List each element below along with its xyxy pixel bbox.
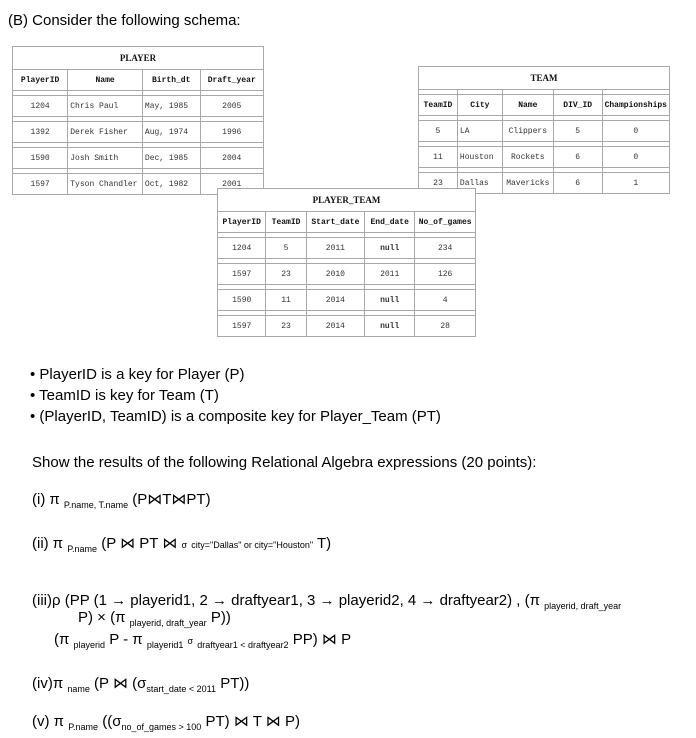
table-cell: LA (457, 121, 502, 142)
question-ii (32, 534, 331, 554)
projection-attrs: name (67, 684, 90, 694)
team-table (418, 66, 670, 194)
projection-attrs: P.name, T.name (63, 500, 129, 510)
table-cell: 2014 (306, 290, 364, 311)
table-cell: 11 (419, 147, 458, 168)
selection-condition: start_date < 2011 (146, 684, 217, 694)
selection-condition: no_of_games > 100 (121, 722, 202, 732)
projection-attrs: P.name (67, 544, 98, 554)
player-team-table (217, 188, 476, 337)
question-iii-line-2 (78, 609, 231, 628)
player-header-name: Name (68, 70, 143, 91)
table-row (218, 316, 476, 337)
table-cell: 5 (553, 121, 602, 142)
table-cell: 1392 (13, 122, 68, 143)
question-label: (v) (32, 713, 50, 730)
table-cell: 0 (602, 147, 669, 168)
table-cell: null (365, 316, 415, 337)
question-label: (iii) (32, 592, 52, 609)
table-cell: 4 (415, 290, 476, 311)
table-cell: 1590 (218, 290, 266, 311)
question-iii-line-3 (54, 630, 351, 650)
table-cell: 2011 (306, 238, 364, 259)
team-header-name: Name (502, 95, 553, 116)
team-header-div-id: DIV_ID (553, 95, 602, 116)
team-header-teamid: TeamID (419, 95, 458, 116)
table-cell: Clippers (502, 121, 553, 142)
projection-attrs: playerid, draft_year (544, 601, 622, 611)
table-cell: 2011 (365, 264, 415, 285)
player-team-header-teamid: TeamID (266, 212, 306, 233)
expression-tail: T) (317, 535, 332, 552)
table-cell: Dallas (457, 173, 502, 194)
player-team-header-playerid: PlayerID (218, 212, 266, 233)
table-cell: 5 (266, 238, 306, 259)
player-team-table-caption: PLAYER_TEAM (218, 189, 476, 212)
expression: (π (54, 631, 70, 648)
table-cell: Tyson Chandler (68, 174, 143, 195)
table-cell: Josh Smith (68, 148, 143, 169)
table-row (218, 290, 476, 311)
sigma-symbol: σ (187, 636, 194, 646)
table-cell: 11 (266, 290, 306, 311)
bullet-item: • (PlayerID, TeamID) is a composite key for Player_Team (PT) (30, 408, 441, 425)
team-table-caption: TEAM (419, 67, 670, 90)
player-team-header-end-date: End_date (365, 212, 415, 233)
expression: (P ⋈ (σ (94, 675, 147, 692)
table-cell: 1 (602, 173, 669, 194)
table-cell: Chris Paul (68, 96, 143, 117)
table-row (13, 96, 264, 117)
question-label: (iv) (32, 675, 53, 692)
table-cell: 1590 (13, 148, 68, 169)
table-cell: 1597 (13, 174, 68, 195)
table-cell: 0 (602, 121, 669, 142)
projection-attrs: playerid (73, 640, 106, 650)
table-cell: Houston (457, 147, 502, 168)
expression-tail: P)) (210, 609, 231, 626)
bullet-item: • PlayerID is a key for Player (P) (30, 366, 245, 383)
table-cell: 2014 (306, 316, 364, 337)
question-i (32, 490, 211, 510)
expression: (P⋈T⋈PT) (132, 491, 211, 508)
table-cell: 6 (553, 147, 602, 168)
projection-attrs: playerid, draft_year (129, 618, 207, 628)
table-cell: 2010 (306, 264, 364, 285)
table-cell: 234 (415, 238, 476, 259)
table-cell: 2005 (200, 96, 264, 117)
table-row (218, 238, 476, 259)
table-row (13, 122, 264, 143)
table-cell: Oct, 1982 (142, 174, 200, 195)
key-bullet-list (30, 364, 441, 427)
pi-symbol: π (52, 535, 64, 552)
table-row (218, 264, 476, 285)
player-team-header-no-of-games: No_of_games (415, 212, 476, 233)
question-label: (ii) (32, 535, 49, 552)
expression-tail: PT) ⋈ T ⋈ P) (205, 713, 300, 730)
table-cell: 23 (419, 173, 458, 194)
table-cell: 5 (419, 121, 458, 142)
expression: ρ (PP (1 → playerid1, 2 → draftyear1, 3 → playerid2, 4 → draftyear2) , (π (52, 592, 540, 609)
player-header-playerid: PlayerID (13, 70, 68, 91)
table-cell: Rockets (502, 147, 553, 168)
table-cell: May, 1985 (142, 96, 200, 117)
pi-symbol: π (52, 675, 64, 692)
expression-tail: PT)) (220, 675, 250, 692)
table-cell: Aug, 1974 (142, 122, 200, 143)
table-cell: null (365, 290, 415, 311)
question-v (32, 712, 300, 732)
selection-condition: city="Dallas" or city="Houston" (191, 540, 314, 550)
table-cell: 1204 (13, 96, 68, 117)
expression-tail: PP) ⋈ P (292, 631, 352, 648)
sigma-symbol: σ (181, 540, 188, 550)
table-cell: 1597 (218, 316, 266, 337)
player-team-header-start-date: Start_date (306, 212, 364, 233)
table-cell: 1204 (218, 238, 266, 259)
expression: ((σ (102, 713, 122, 730)
team-header-championships: Championships (602, 95, 669, 116)
table-cell: Mavericks (502, 173, 553, 194)
table-cell: Dec, 1985 (142, 148, 200, 169)
question-label: (i) (32, 491, 46, 508)
expression: (P ⋈ PT ⋈ (101, 535, 178, 552)
section-heading: (B) Consider the following schema: (8, 12, 241, 29)
team-header-city: City (457, 95, 502, 116)
projection-attrs: playerid1 (146, 640, 184, 650)
table-cell: 6 (553, 173, 602, 194)
instruction-text: Show the results of the following Relational Algebra expressions (20 points): (32, 454, 537, 471)
player-header-draft-year: Draft_year (200, 70, 264, 91)
bullet-item: • TeamID is key for Team (T) (30, 387, 219, 404)
expression: P - π (109, 631, 143, 648)
table-cell: 23 (266, 316, 306, 337)
expression: P) × (π (78, 609, 126, 626)
table-cell: 23 (266, 264, 306, 285)
table-cell: Derek Fisher (68, 122, 143, 143)
table-row (13, 148, 264, 169)
table-cell: 28 (415, 316, 476, 337)
table-cell: 1996 (200, 122, 264, 143)
table-cell: 2004 (200, 148, 264, 169)
question-iv (32, 674, 249, 694)
table-row (419, 147, 670, 168)
pi-symbol: π (49, 491, 60, 508)
table-cell: null (365, 238, 415, 259)
projection-attrs: P.name (68, 722, 99, 732)
selection-condition: draftyear1 < draftyear2 (197, 640, 289, 650)
table-row (419, 121, 670, 142)
player-table-caption: PLAYER (13, 47, 264, 70)
player-header-birth-dt: Birth_dt (142, 70, 200, 91)
table-cell: 1597 (218, 264, 266, 285)
table-cell: 2001 (200, 174, 264, 195)
table-cell: 126 (415, 264, 476, 285)
player-table (12, 46, 264, 195)
pi-symbol: π (53, 713, 65, 730)
